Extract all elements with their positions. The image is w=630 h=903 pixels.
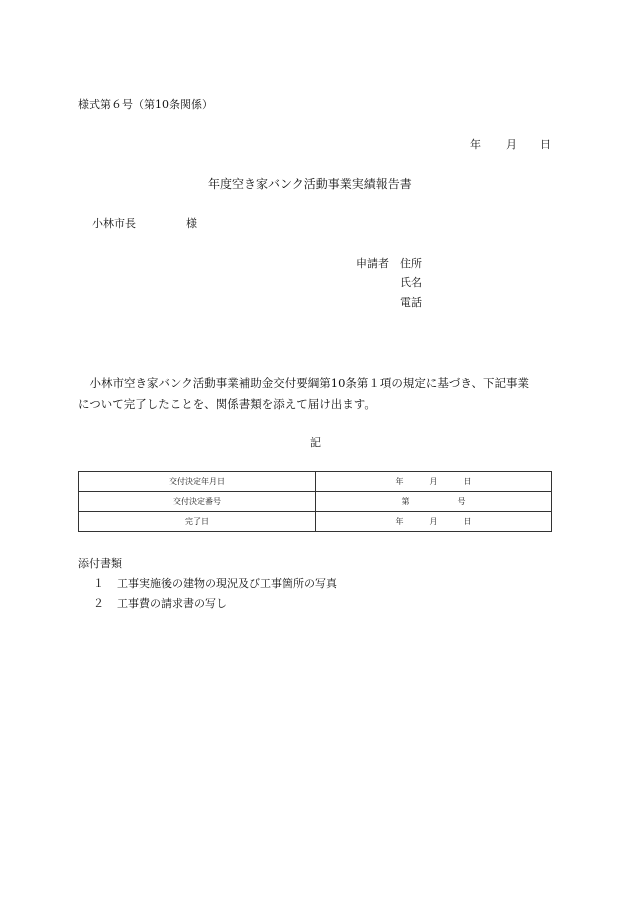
row-label: 交付決定年月日 <box>79 472 316 492</box>
applicant-label: 申請者 <box>356 257 389 270</box>
cell-part: 日 <box>463 477 472 486</box>
body-line-2: について完了したことを、関係書類を添えて届け出ます。 <box>78 397 376 411</box>
row-value <box>316 512 552 532</box>
row-label: 交付決定番号 <box>79 492 316 512</box>
table-row <box>79 492 552 512</box>
attachment-num: ２ <box>93 597 104 610</box>
date-month: 月 <box>506 138 517 151</box>
attachment-num: １ <box>93 577 104 590</box>
addressee-name: 小林市長 <box>92 217 136 230</box>
row-label: 完了日 <box>79 512 316 532</box>
row-value <box>316 492 552 512</box>
document-title: 年度空き家バンク活動事業実績報告書 <box>208 177 412 191</box>
date-year: 年 <box>470 138 481 151</box>
cell-part: 月 <box>429 477 438 486</box>
cell-part: 年 <box>395 517 404 526</box>
date-day: 日 <box>540 138 551 151</box>
ki-heading: 記 <box>310 436 321 449</box>
addressee-honorific: 様 <box>186 217 197 230</box>
table-row <box>79 472 552 492</box>
form-label: 様式第６号（第10条関係） <box>78 98 213 111</box>
row-value <box>316 472 552 492</box>
body-line-1: 小林市空き家バンク活動事業補助金交付要綱第10条第１項の規定に基づき、下記事業 <box>78 376 529 390</box>
attachment-text: 工事費の請求書の写し <box>117 597 227 610</box>
record-table <box>78 471 552 532</box>
cell-part: 号 <box>457 497 466 506</box>
table-row <box>79 512 552 532</box>
cell-part: 年 <box>395 477 404 486</box>
address-label: 住所 <box>400 257 422 270</box>
attachments-heading: 添付書類 <box>78 557 122 570</box>
cell-part: 第 <box>401 497 410 506</box>
cell-part: 月 <box>429 517 438 526</box>
phone-label: 電話 <box>400 296 422 309</box>
attachment-text: 工事実施後の建物の現況及び工事箇所の写真 <box>117 577 337 590</box>
name-label: 氏名 <box>400 276 422 289</box>
cell-part: 日 <box>463 517 472 526</box>
